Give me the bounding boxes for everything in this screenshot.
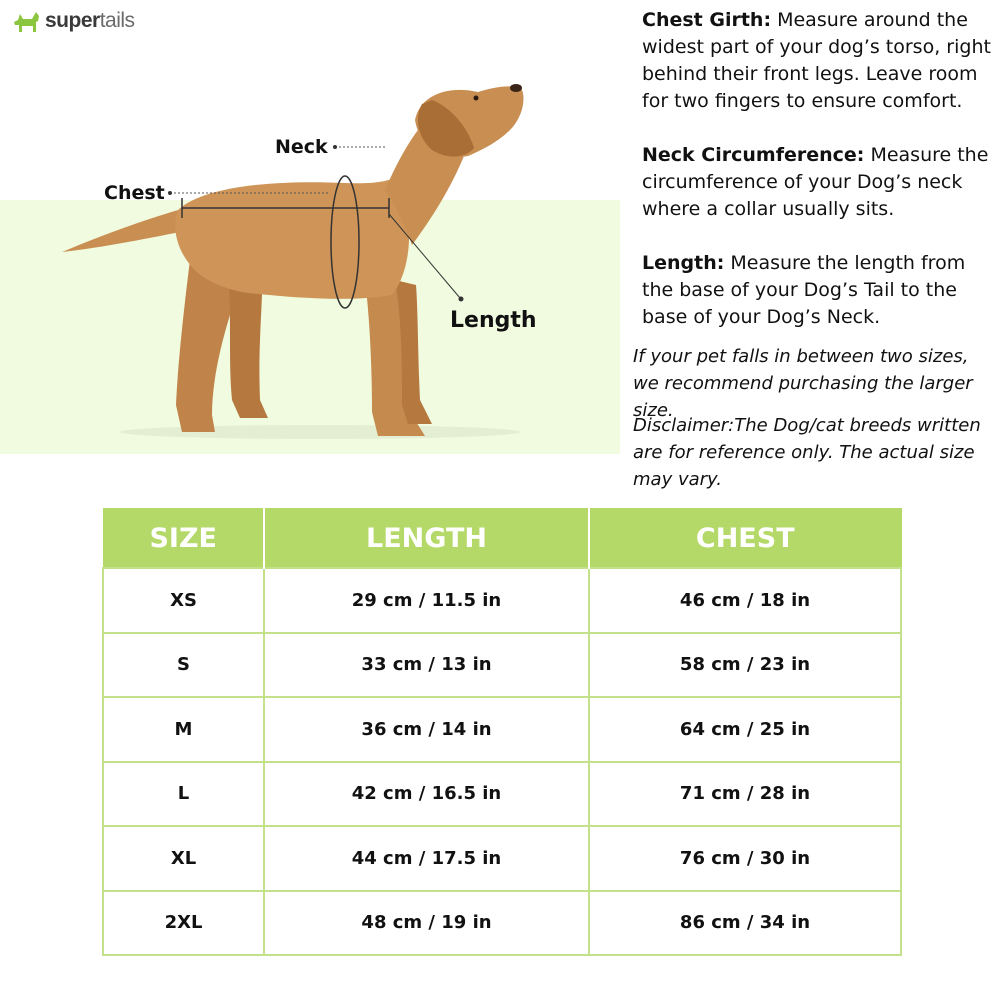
table-row bbox=[103, 891, 901, 956]
size-cell: M bbox=[103, 697, 264, 762]
table-row bbox=[103, 826, 901, 891]
neck-label: Neck bbox=[275, 136, 328, 158]
header-size: SIZE bbox=[103, 509, 264, 569]
table-row bbox=[103, 568, 901, 633]
chest-girth-title: Chest Girth: bbox=[642, 9, 772, 31]
chest-cell: 64 cm / 25 in bbox=[589, 697, 901, 762]
neck-circumference-title: Neck Circumference: bbox=[642, 144, 865, 166]
table-row bbox=[103, 633, 901, 698]
length-text: Measure the length from the base of your Dog’s Tail to the base of your Dog’s Neck. bbox=[642, 252, 966, 328]
size-cell: L bbox=[103, 762, 264, 827]
brand-logo bbox=[12, 8, 135, 34]
size-chart-table bbox=[102, 508, 902, 956]
size-cell: S bbox=[103, 633, 264, 698]
length-cell: 44 cm / 17.5 in bbox=[264, 826, 589, 891]
chest-label: Chest bbox=[104, 182, 165, 204]
length-cell: 29 cm / 11.5 in bbox=[264, 568, 589, 633]
length-cell: 48 cm / 19 in bbox=[264, 891, 589, 956]
brand-name bbox=[45, 9, 135, 33]
chest-girth-text: Measure around the widest part of your dog’s torso, right behind their front legs. Leave room for two fingers to ensure comfort. bbox=[642, 9, 991, 112]
table-row bbox=[103, 762, 901, 827]
disclaimer: Disclaimer:The Dog/cat breeds written are for reference only. The actual size may vary. bbox=[633, 415, 981, 490]
size-cell: 2XL bbox=[103, 891, 264, 956]
chest-cell: 58 cm / 23 in bbox=[589, 633, 901, 698]
length-cell: 33 cm / 13 in bbox=[264, 633, 589, 698]
table-header-row bbox=[103, 509, 901, 569]
chest-cell: 86 cm / 34 in bbox=[589, 891, 901, 956]
dog-logo-icon bbox=[12, 8, 42, 34]
size-tip: If your pet falls in between two sizes, we recommend purchasing the larger size. bbox=[633, 346, 973, 421]
header-length: LENGTH bbox=[264, 509, 589, 569]
length-instruction bbox=[642, 250, 994, 331]
neck-circumference-instruction bbox=[642, 142, 994, 223]
brand-name-part2: tails bbox=[99, 9, 135, 32]
chest-cell: 71 cm / 28 in bbox=[589, 762, 901, 827]
chest-cell: 76 cm / 30 in bbox=[589, 826, 901, 891]
chest-cell: 46 cm / 18 in bbox=[589, 568, 901, 633]
neck-circumference-text: Measure the circumference of your Dog’s neck where a collar usually sits. bbox=[642, 144, 989, 220]
brand-name-part1: super bbox=[45, 9, 100, 32]
length-title: Length: bbox=[642, 252, 725, 274]
dog-illustration bbox=[0, 60, 620, 460]
length-cell: 42 cm / 16.5 in bbox=[264, 762, 589, 827]
table-row bbox=[103, 697, 901, 762]
length-label: Length bbox=[450, 308, 537, 333]
chest-girth-instruction bbox=[642, 7, 994, 115]
size-cell: XL bbox=[103, 826, 264, 891]
header-chest: CHEST bbox=[589, 509, 901, 569]
length-cell: 36 cm / 14 in bbox=[264, 697, 589, 762]
size-cell: XS bbox=[103, 568, 264, 633]
